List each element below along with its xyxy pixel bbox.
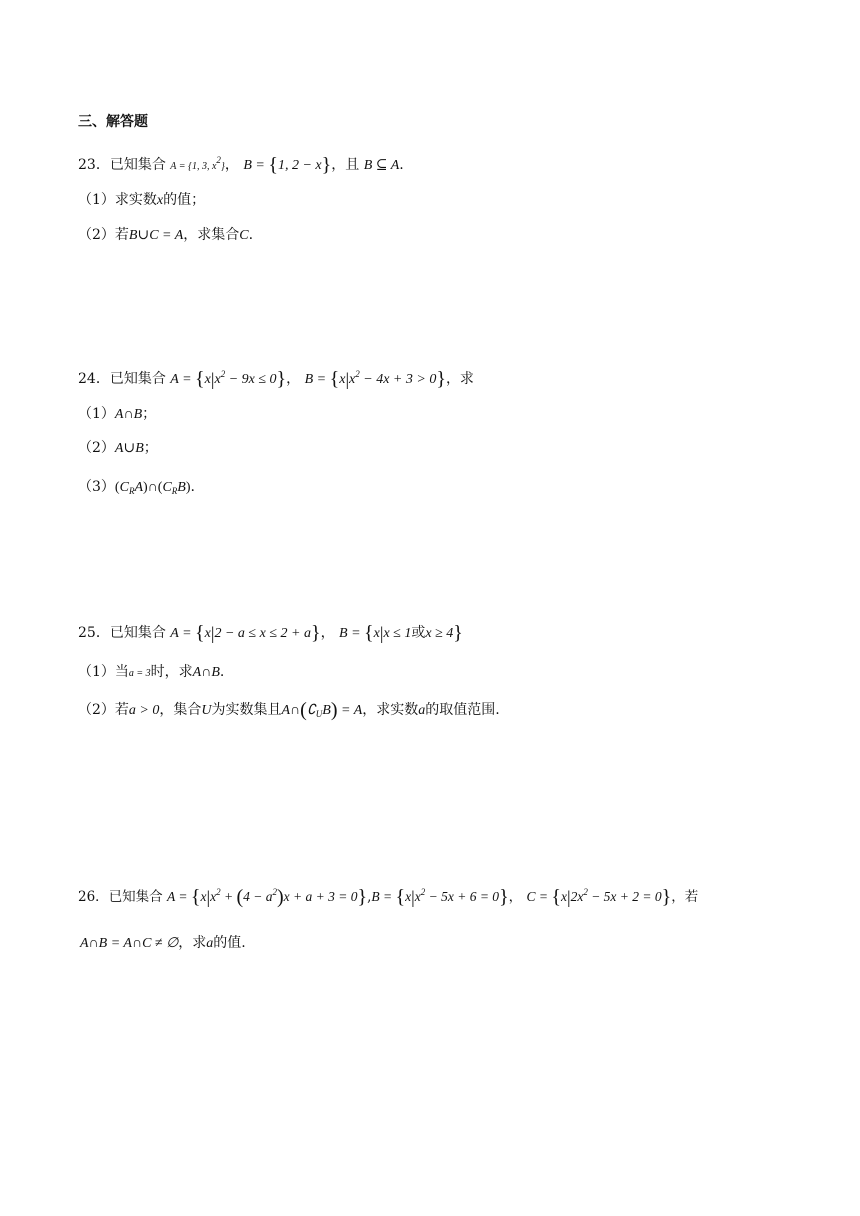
q25-p1-expr: A∩B [192,665,220,680]
q25-p1-end: . [219,664,225,680]
q26-number: 26． [78,889,109,905]
q25-set-a: A = {x|2 − a ≤ x ≤ 2 + a} [170,622,321,644]
q25-p2-mid3: ，求实数 [362,702,419,718]
q24-p1-end: ； [142,406,157,422]
q25-part-2 [78,700,500,724]
q26-tail: ，若 [671,889,699,905]
question-23: 23．已知集合 A = {1, 3, x2}， B = {1, 2 − x}，且 B ⊆ A. [78,154,404,176]
q26-lead: 已知集合 [108,889,163,905]
q23-cond-prefix: ，且 [331,157,360,173]
q23-part-1 [78,190,205,211]
q24-p3-expr: $(C_RA)\cap(C_RB)$ [114,480,191,496]
q24-p3-end: . [190,479,195,495]
q26-var: a [206,936,214,951]
q25-set-b-or: 或 [411,625,426,641]
q23-p2-var: C [239,228,249,243]
q23-p2-expr: B∪C = A [128,228,184,243]
q25-p2-var: a [418,703,426,718]
q25-set-b: B = {x|x ≤ 1 [339,622,412,644]
q24-p1-expr: A∩B [114,407,143,422]
q23-number: 23． [78,157,110,173]
question-25: 25．已知集合 A = {x|2 − a ≤ x ≤ 2 + a}， B = {x|x ≤ 1或x ≥ 4} [78,622,463,644]
q26-set-a: $A = \{x|x^2 + (4 - a^2)x + a + 3 = 0\}$ [166,886,368,908]
question-26: 26．已知集合 $A = \{x|x^2 + (4 - a^2)x + a + 3 = 0\},B = \{x|x^2 - 5x + 6 = 0\}$， $C = \{x|2x^2 - 5x + 2 = 0\}$，若 [78,886,699,908]
q24-p2-expr: A∪B [114,441,144,456]
q25-p1-mid: 时，求 [150,664,193,680]
q25-p2-cond: a > 0 [128,703,160,718]
q23-part-2 [78,225,253,246]
q25-p2-label: （2）若 [78,702,129,718]
q25-p2-expr: $A\cap(∁_UB) = A$ [281,699,363,721]
q23-p1-label: （1）求实数 [78,192,157,208]
q26-end: 的值. [213,935,246,951]
q25-p2-mid2: 为实数集且 [211,702,282,718]
q24-p2-end: ； [143,440,158,456]
q24-tail: ，求 [445,371,474,387]
q25-set-b-tail: x ≥ 4} [425,622,463,644]
q24-p2-label: （2） [78,440,115,456]
q24-set-b: $B = \{x|x^2 - 4x + 3 > 0\}$ [304,368,446,390]
q23-p2-mid: ，求集合 [183,227,240,243]
q24-p1-label: （1） [78,406,115,422]
q26-mid: ，求 [178,935,207,951]
q23-lead: 已知集合 [109,157,166,173]
q25-p1-cond: a = 3 [128,668,151,679]
q23-p1-var: x [156,193,164,208]
question-24: 24．已知集合 $A = \{x|x^2 - 9x \le 0\}$， $B = \{x|x^2 - 4x + 3 > 0\}$，求 [78,368,474,390]
q23-condition: B ⊆ A [363,158,400,173]
q25-number: 25． [78,625,110,641]
q23-set-b: B = {1, 2 − x} [243,154,332,176]
q24-p3-label: （3） [78,479,115,495]
q24-set-a: $A = \{x|x^2 - 9x \le 0\}$ [170,368,287,390]
q25-p2-universal-set: U [201,703,212,718]
q26-set-c: $C = \{x|2x^2 - 5x + 2 = 0\}$ [526,886,672,908]
q23-p1-tail: 的值； [163,192,206,208]
q25-lead: 已知集合 [109,625,166,641]
q26-set-b: $B = \{x|x^2 - 5x + 6 = 0\}$ [371,886,509,908]
q24-part-2 [78,438,158,459]
q24-number: 24． [78,371,110,387]
q23-set-a: A = {1, 3, x2} [170,155,225,172]
q25-p2-mid1: ，集合 [159,702,202,718]
q26-line-2 [80,933,246,954]
q24-part-1 [78,404,156,425]
q24-part-3 [78,477,195,501]
q25-p1-label: （1）当 [78,664,129,680]
q23-p2-label: （2）若 [78,227,129,243]
q26-condition: A∩B = A∩C ≠ ∅ [80,936,179,951]
q24-lead: 已知集合 [109,371,166,387]
section-title: 三、解答题 [78,114,148,130]
q23-p2-end: . [248,227,254,243]
q25-part-1 [78,662,224,684]
q25-p2-end: 的取值范围. [425,702,500,718]
